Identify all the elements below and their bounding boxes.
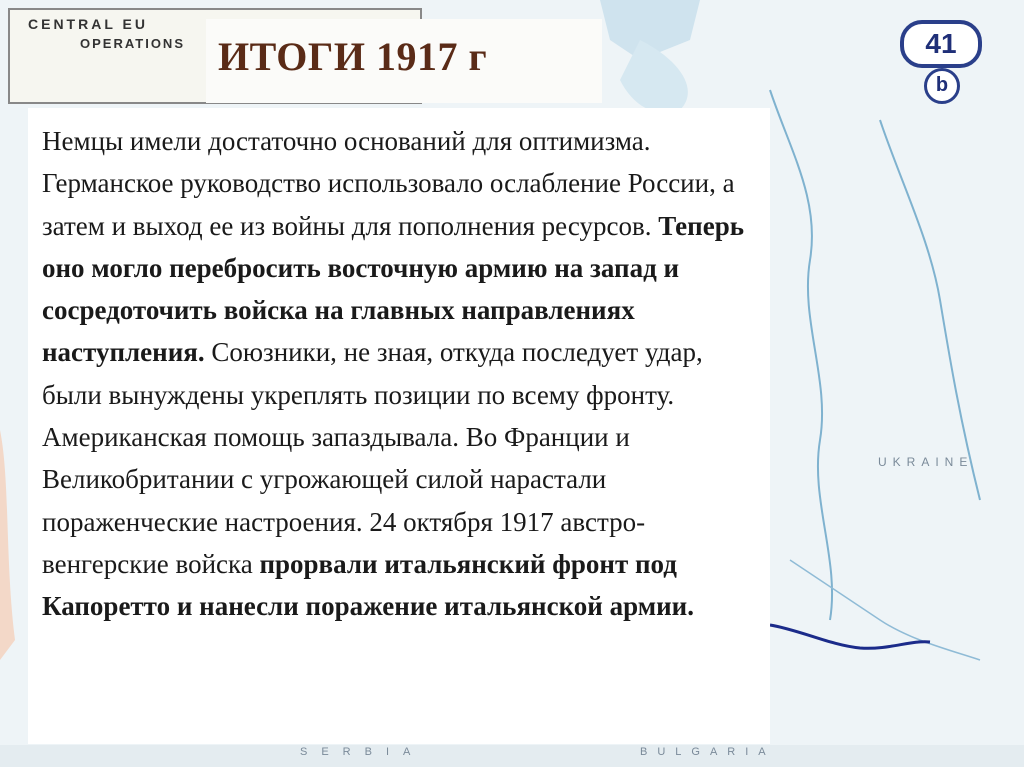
text-panel <box>28 108 770 744</box>
map-letter-badge: b <box>924 68 960 104</box>
body-paragraph-4-bold: прорвали итальянский фронт под Капоретто и нанесли поражение итальянской армии. <box>42 548 694 622</box>
title-panel <box>206 19 602 103</box>
body-paragraph-1: Немцы имели достаточно оснований для оптимизма. Германское руководство использовало ослабление России, а затем и выход ее из войны для пополнения ресурсов. <box>42 126 735 241</box>
map-legend-subtitle: OPERATIONS <box>80 36 185 51</box>
body-paragraph-3: Союзники, не зная, откуда последует удар, были вынуждены укреплять позиции по всему фронту. Американская помощь запаздывала. Во Франции и Великобритании с угрожающей силой нарастали пораженческие настроения. 24 октября 1917 австро-венгерские войска <box>42 337 703 579</box>
region-label-ukraine: UKRAINE <box>878 455 974 469</box>
map-number-badge: 41 <box>900 20 982 68</box>
slide-title: ИТОГИ 1917 г <box>218 34 488 79</box>
map-legend-title: CENTRAL EU <box>28 16 148 32</box>
region-label-serbia: SERBIA <box>300 746 425 758</box>
region-label-bulgaria: BULGARIA <box>640 746 776 758</box>
body-paragraph-2-bold: Теперь оно могло перебросить восточную армию на запад и сосредоточить войска на главных направлениях наступления. <box>42 210 745 368</box>
bottom-strip <box>0 745 1024 767</box>
slide-body-text <box>42 120 762 628</box>
